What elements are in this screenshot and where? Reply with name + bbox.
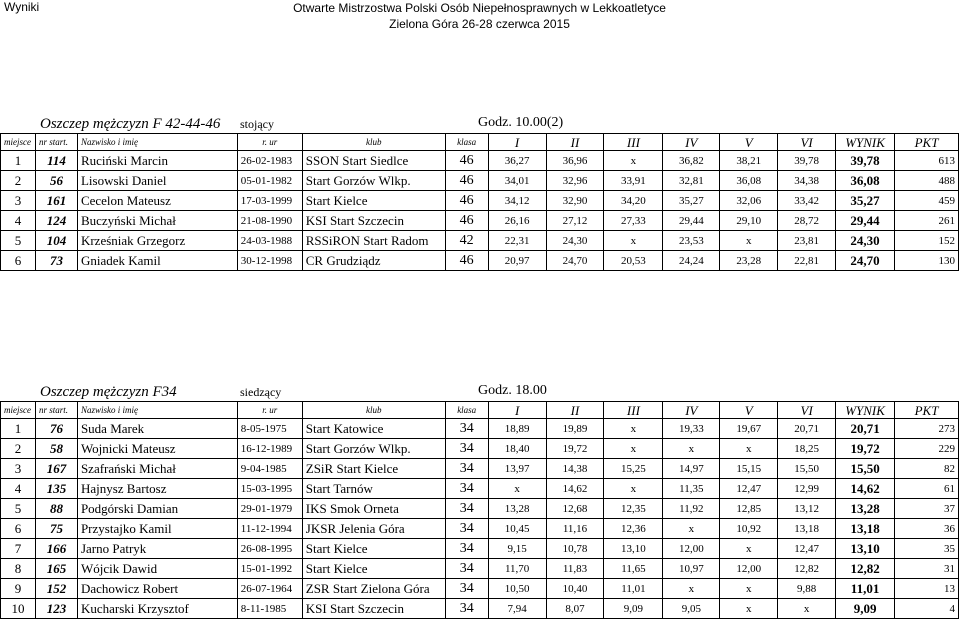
attempt-5-cell: x bbox=[720, 539, 778, 559]
place-cell: 4 bbox=[1, 211, 36, 231]
class-cell: 34 bbox=[445, 499, 488, 519]
result-cell: 14,62 bbox=[836, 479, 895, 499]
table-row bbox=[1, 251, 959, 271]
club-cell: Start Gorzów Wlkp. bbox=[302, 171, 445, 191]
result-cell: 13,18 bbox=[836, 519, 895, 539]
table-row bbox=[1, 211, 959, 231]
points-cell: 31 bbox=[895, 559, 959, 579]
place-cell: 3 bbox=[1, 191, 36, 211]
place-cell: 1 bbox=[1, 151, 36, 171]
club-cell: IKS Smok Orneta bbox=[302, 499, 445, 519]
place-cell: 7 bbox=[1, 539, 36, 559]
attempt-3-cell: x bbox=[604, 419, 663, 439]
club-cell: KSI Start Szczecin bbox=[302, 211, 445, 231]
result-cell: 24,30 bbox=[836, 231, 895, 251]
attempt-6-cell: 39,78 bbox=[778, 151, 836, 171]
name-cell: Szafrański Michał bbox=[77, 459, 237, 479]
attempt-3-cell: x bbox=[604, 479, 663, 499]
attempt-2-cell: 11,16 bbox=[546, 519, 604, 539]
birthdate-cell: 15-03-1995 bbox=[237, 479, 302, 499]
attempt-6-cell: 23,81 bbox=[778, 231, 836, 251]
table-row bbox=[1, 459, 959, 479]
result-cell: 39,78 bbox=[836, 151, 895, 171]
birthdate-cell: 16-12-1989 bbox=[237, 439, 302, 459]
attempt-3-cell: 11,01 bbox=[604, 579, 663, 599]
attempt-1-cell: 11,70 bbox=[488, 559, 546, 579]
bib-cell: 75 bbox=[35, 519, 77, 539]
result-cell: 24,70 bbox=[836, 251, 895, 271]
table-row bbox=[1, 559, 959, 579]
place-cell: 10 bbox=[1, 599, 36, 619]
bib-cell: 76 bbox=[35, 419, 77, 439]
class-cell: 34 bbox=[445, 559, 488, 579]
points-cell: 36 bbox=[895, 519, 959, 539]
points-cell: 613 bbox=[895, 151, 959, 171]
bib-cell: 88 bbox=[35, 499, 77, 519]
bib-cell: 123 bbox=[35, 599, 77, 619]
attempt-2-cell: 36,96 bbox=[546, 151, 604, 171]
birthdate-cell: 29-01-1979 bbox=[237, 499, 302, 519]
points-cell: 130 bbox=[895, 251, 959, 271]
bib-cell: 165 bbox=[35, 559, 77, 579]
bib-cell: 161 bbox=[35, 191, 77, 211]
section1-event: Oszczep mężczyzn F 42-44-46 bbox=[40, 116, 221, 132]
table-row bbox=[1, 419, 959, 439]
place-cell: 2 bbox=[1, 171, 36, 191]
attempt-1-cell: 13,97 bbox=[488, 459, 546, 479]
section1-title bbox=[40, 115, 640, 135]
table-row bbox=[1, 171, 959, 191]
class-cell: 46 bbox=[445, 151, 488, 171]
attempt-2-cell: 10,40 bbox=[546, 579, 604, 599]
bib-cell: 166 bbox=[35, 539, 77, 559]
class-cell: 46 bbox=[445, 191, 488, 211]
name-cell: Ruciński Marcin bbox=[77, 151, 237, 171]
section1-col-header-place: miejsce bbox=[1, 134, 36, 151]
section2-col-header-place: miejsce bbox=[1, 402, 36, 419]
result-cell: 29,44 bbox=[836, 211, 895, 231]
attempt-4-cell: 11,92 bbox=[663, 499, 720, 519]
place-cell: 9 bbox=[1, 579, 36, 599]
attempt-3-cell: 15,25 bbox=[604, 459, 663, 479]
result-cell: 36,08 bbox=[836, 171, 895, 191]
club-cell: JKSR Jelenia Góra bbox=[302, 519, 445, 539]
club-cell: Start Katowice bbox=[302, 419, 445, 439]
attempt-3-cell: 20,53 bbox=[604, 251, 663, 271]
result-cell: 19,72 bbox=[836, 439, 895, 459]
attempt-5-cell: x bbox=[720, 231, 778, 251]
place-cell: 4 bbox=[1, 479, 36, 499]
attempt-2-cell: 27,12 bbox=[546, 211, 604, 231]
club-cell: ZSiR Start Kielce bbox=[302, 459, 445, 479]
attempt-3-cell: 13,10 bbox=[604, 539, 663, 559]
points-cell: 273 bbox=[895, 419, 959, 439]
table-row bbox=[1, 579, 959, 599]
attempt-4-cell: x bbox=[663, 519, 720, 539]
name-cell: Przystajko Kamil bbox=[77, 519, 237, 539]
section2-col-header-attempt-1: I bbox=[488, 402, 546, 419]
class-cell: 34 bbox=[445, 459, 488, 479]
attempt-1-cell: 10,50 bbox=[488, 579, 546, 599]
attempt-1-cell: 18,89 bbox=[488, 419, 546, 439]
attempt-4-cell: 12,00 bbox=[663, 539, 720, 559]
name-cell: Podgórski Damian bbox=[77, 499, 237, 519]
attempt-1-cell: 20,97 bbox=[488, 251, 546, 271]
section2-col-header-attempt-3: III bbox=[604, 402, 663, 419]
class-cell: 46 bbox=[445, 251, 488, 271]
birthdate-cell: 26-02-1983 bbox=[237, 151, 302, 171]
section2-col-header-birthdate: r. ur bbox=[237, 402, 302, 419]
attempt-6-cell: 12,99 bbox=[778, 479, 836, 499]
place-cell: 8 bbox=[1, 559, 36, 579]
section1-col-header-bib: nr start. bbox=[35, 134, 77, 151]
attempt-6-cell: 9,88 bbox=[778, 579, 836, 599]
bib-cell: 124 bbox=[35, 211, 77, 231]
attempt-1-cell: 34,01 bbox=[488, 171, 546, 191]
class-cell: 46 bbox=[445, 211, 488, 231]
section2-col-header-club: klub bbox=[302, 402, 445, 419]
attempt-3-cell: 12,36 bbox=[604, 519, 663, 539]
attempt-5-cell: 12,85 bbox=[720, 499, 778, 519]
attempt-4-cell: 11,35 bbox=[663, 479, 720, 499]
club-cell: RSSiRON Start Radom bbox=[302, 231, 445, 251]
section2-event: Oszczep mężczyzn F34 bbox=[40, 384, 177, 400]
birthdate-cell: 26-08-1995 bbox=[237, 539, 302, 559]
points-cell: 261 bbox=[895, 211, 959, 231]
name-cell: Kucharski Krzysztof bbox=[77, 599, 237, 619]
attempt-4-cell: 32,81 bbox=[663, 171, 720, 191]
attempt-6-cell: x bbox=[778, 599, 836, 619]
class-cell: 42 bbox=[445, 231, 488, 251]
name-cell: Hajnysz Bartosz bbox=[77, 479, 237, 499]
points-cell: 82 bbox=[895, 459, 959, 479]
club-cell: SSON Start Siedlce bbox=[302, 151, 445, 171]
section2-col-header-points: PKT bbox=[895, 402, 959, 419]
attempt-6-cell: 22,81 bbox=[778, 251, 836, 271]
section2-col-header-name: Nazwisko i imię bbox=[77, 402, 237, 419]
result-cell: 12,82 bbox=[836, 559, 895, 579]
attempt-5-cell: x bbox=[720, 579, 778, 599]
attempt-5-cell: 12,00 bbox=[720, 559, 778, 579]
attempt-3-cell: 9,09 bbox=[604, 599, 663, 619]
result-cell: 11,01 bbox=[836, 579, 895, 599]
table-row bbox=[1, 499, 959, 519]
birthdate-cell: 30-12-1998 bbox=[237, 251, 302, 271]
section1-col-header-class: klasa bbox=[445, 134, 488, 151]
section1-col-header-attempt-3: III bbox=[604, 134, 663, 151]
name-cell: Dachowicz Robert bbox=[77, 579, 237, 599]
championship-location-date: Zielona Góra 26-28 czerwca 2015 bbox=[389, 17, 570, 31]
points-cell: 13 bbox=[895, 579, 959, 599]
name-cell: Buczyński Michał bbox=[77, 211, 237, 231]
result-cell: 35,27 bbox=[836, 191, 895, 211]
place-cell: 6 bbox=[1, 519, 36, 539]
section2-col-header-result: WYNIK bbox=[836, 402, 895, 419]
points-cell: 488 bbox=[895, 171, 959, 191]
attempt-6-cell: 33,42 bbox=[778, 191, 836, 211]
points-cell: 459 bbox=[895, 191, 959, 211]
club-cell: Start Kielce bbox=[302, 191, 445, 211]
attempt-2-cell: 8,07 bbox=[546, 599, 604, 619]
attempt-5-cell: 12,47 bbox=[720, 479, 778, 499]
club-cell: Start Gorzów Wlkp. bbox=[302, 439, 445, 459]
attempt-6-cell: 18,25 bbox=[778, 439, 836, 459]
birthdate-cell: 26-07-1964 bbox=[237, 579, 302, 599]
bib-cell: 58 bbox=[35, 439, 77, 459]
name-cell: Jarno Patryk bbox=[77, 539, 237, 559]
table-row bbox=[1, 519, 959, 539]
section1-col-header-attempt-1: I bbox=[488, 134, 546, 151]
name-cell: Lisowski Daniel bbox=[77, 171, 237, 191]
bib-cell: 104 bbox=[35, 231, 77, 251]
class-cell: 34 bbox=[445, 579, 488, 599]
attempt-3-cell: 11,65 bbox=[604, 559, 663, 579]
section2-col-header-attempt-6: VI bbox=[778, 402, 836, 419]
club-cell: Start Kielce bbox=[302, 539, 445, 559]
attempt-4-cell: x bbox=[663, 439, 720, 459]
class-cell: 34 bbox=[445, 519, 488, 539]
birthdate-cell: 15-01-1992 bbox=[237, 559, 302, 579]
place-cell: 2 bbox=[1, 439, 36, 459]
attempt-5-cell: 10,92 bbox=[720, 519, 778, 539]
report-label: Wyniki bbox=[4, 0, 40, 14]
section2-time: Godz. 18.00 bbox=[478, 383, 547, 398]
attempt-2-cell: 12,68 bbox=[546, 499, 604, 519]
bib-cell: 167 bbox=[35, 459, 77, 479]
section2-col-header-attempt-4: IV bbox=[663, 402, 720, 419]
attempt-2-cell: 14,38 bbox=[546, 459, 604, 479]
points-cell: 152 bbox=[895, 231, 959, 251]
section1-header-row bbox=[1, 134, 959, 151]
points-cell: 4 bbox=[895, 599, 959, 619]
table-row bbox=[1, 539, 959, 559]
section1-position: stojący bbox=[240, 117, 274, 131]
section2-title bbox=[40, 383, 640, 403]
attempt-3-cell: x bbox=[604, 439, 663, 459]
attempt-2-cell: 19,72 bbox=[546, 439, 604, 459]
attempt-6-cell: 13,18 bbox=[778, 519, 836, 539]
section1-results-table bbox=[0, 133, 959, 271]
class-cell: 34 bbox=[445, 419, 488, 439]
section2-col-header-class: klasa bbox=[445, 402, 488, 419]
section1-col-header-birthdate: r. ur bbox=[237, 134, 302, 151]
attempt-5-cell: 15,15 bbox=[720, 459, 778, 479]
points-cell: 35 bbox=[895, 539, 959, 559]
attempt-1-cell: x bbox=[488, 479, 546, 499]
attempt-2-cell: 11,83 bbox=[546, 559, 604, 579]
attempt-1-cell: 34,12 bbox=[488, 191, 546, 211]
attempt-4-cell: 29,44 bbox=[663, 211, 720, 231]
attempt-2-cell: 14,62 bbox=[546, 479, 604, 499]
section2-results-table bbox=[0, 401, 959, 619]
attempt-2-cell: 24,30 bbox=[546, 231, 604, 251]
bib-cell: 114 bbox=[35, 151, 77, 171]
class-cell: 34 bbox=[445, 539, 488, 559]
result-cell: 15,50 bbox=[836, 459, 895, 479]
attempt-6-cell: 12,82 bbox=[778, 559, 836, 579]
bib-cell: 56 bbox=[35, 171, 77, 191]
attempt-4-cell: 19,33 bbox=[663, 419, 720, 439]
attempt-5-cell: 29,10 bbox=[720, 211, 778, 231]
attempt-5-cell: 36,08 bbox=[720, 171, 778, 191]
place-cell: 3 bbox=[1, 459, 36, 479]
attempt-6-cell: 34,38 bbox=[778, 171, 836, 191]
attempt-1-cell: 9,15 bbox=[488, 539, 546, 559]
attempt-4-cell: 36,82 bbox=[663, 151, 720, 171]
section1-col-header-club: klub bbox=[302, 134, 445, 151]
name-cell: Gniadek Kamil bbox=[77, 251, 237, 271]
name-cell: Suda Marek bbox=[77, 419, 237, 439]
result-cell: 20,71 bbox=[836, 419, 895, 439]
table-row bbox=[1, 439, 959, 459]
birthdate-cell: 21-08-1990 bbox=[237, 211, 302, 231]
attempt-6-cell: 20,71 bbox=[778, 419, 836, 439]
section1-col-header-attempt-4: IV bbox=[663, 134, 720, 151]
attempt-1-cell: 10,45 bbox=[488, 519, 546, 539]
attempt-2-cell: 19,89 bbox=[546, 419, 604, 439]
name-cell: Wójcik Dawid bbox=[77, 559, 237, 579]
section1-time: Godz. 10.00(2) bbox=[478, 115, 564, 130]
section2-col-header-attempt-5: V bbox=[720, 402, 778, 419]
birthdate-cell: 17-03-1999 bbox=[237, 191, 302, 211]
attempt-4-cell: 35,27 bbox=[663, 191, 720, 211]
birthdate-cell: 24-03-1988 bbox=[237, 231, 302, 251]
attempt-1-cell: 7,94 bbox=[488, 599, 546, 619]
club-cell: KSI Start Szczecin bbox=[302, 599, 445, 619]
points-cell: 61 bbox=[895, 479, 959, 499]
result-cell: 9,09 bbox=[836, 599, 895, 619]
section1-col-header-attempt-2: II bbox=[546, 134, 604, 151]
section2-col-header-attempt-2: II bbox=[546, 402, 604, 419]
name-cell: Krześniak Grzegorz bbox=[77, 231, 237, 251]
place-cell: 5 bbox=[1, 231, 36, 251]
section2-header-row bbox=[1, 402, 959, 419]
attempt-5-cell: x bbox=[720, 599, 778, 619]
attempt-1-cell: 26,16 bbox=[488, 211, 546, 231]
birthdate-cell: 8-05-1975 bbox=[237, 419, 302, 439]
attempt-2-cell: 32,96 bbox=[546, 171, 604, 191]
points-cell: 37 bbox=[895, 499, 959, 519]
section2-col-header-bib: nr start. bbox=[35, 402, 77, 419]
attempt-2-cell: 24,70 bbox=[546, 251, 604, 271]
attempt-2-cell: 10,78 bbox=[546, 539, 604, 559]
attempt-2-cell: 32,90 bbox=[546, 191, 604, 211]
name-cell: Wojnicki Mateusz bbox=[77, 439, 237, 459]
class-cell: 34 bbox=[445, 479, 488, 499]
attempt-5-cell: 19,67 bbox=[720, 419, 778, 439]
section1-col-header-attempt-6: VI bbox=[778, 134, 836, 151]
attempt-4-cell: x bbox=[663, 579, 720, 599]
attempt-5-cell: 32,06 bbox=[720, 191, 778, 211]
attempt-3-cell: x bbox=[604, 151, 663, 171]
club-cell: Start Kielce bbox=[302, 559, 445, 579]
table-row bbox=[1, 151, 959, 171]
attempt-3-cell: 34,20 bbox=[604, 191, 663, 211]
name-cell: Cecelon Mateusz bbox=[77, 191, 237, 211]
attempt-4-cell: 9,05 bbox=[663, 599, 720, 619]
championship-title: Otwarte Mistrzostwa Polski Osób Niepełnosprawnych w Lekkoatletyce bbox=[293, 1, 666, 15]
section1-col-header-attempt-5: V bbox=[720, 134, 778, 151]
club-cell: ZSR Start Zielona Góra bbox=[302, 579, 445, 599]
attempt-3-cell: 12,35 bbox=[604, 499, 663, 519]
attempt-4-cell: 23,53 bbox=[663, 231, 720, 251]
birthdate-cell: 11-12-1994 bbox=[237, 519, 302, 539]
club-cell: CR Grudziądz bbox=[302, 251, 445, 271]
section1-col-header-points: PKT bbox=[895, 134, 959, 151]
bib-cell: 135 bbox=[35, 479, 77, 499]
class-cell: 34 bbox=[445, 599, 488, 619]
attempt-6-cell: 28,72 bbox=[778, 211, 836, 231]
class-cell: 34 bbox=[445, 439, 488, 459]
attempt-4-cell: 24,24 bbox=[663, 251, 720, 271]
section1-col-header-result: WYNIK bbox=[836, 134, 895, 151]
class-cell: 46 bbox=[445, 171, 488, 191]
attempt-4-cell: 10,97 bbox=[663, 559, 720, 579]
attempt-5-cell: 23,28 bbox=[720, 251, 778, 271]
attempt-3-cell: 27,33 bbox=[604, 211, 663, 231]
place-cell: 1 bbox=[1, 419, 36, 439]
result-cell: 13,10 bbox=[836, 539, 895, 559]
table-row bbox=[1, 479, 959, 499]
attempt-3-cell: x bbox=[604, 231, 663, 251]
attempt-3-cell: 33,91 bbox=[604, 171, 663, 191]
section1-col-header-name: Nazwisko i imię bbox=[77, 134, 237, 151]
attempt-1-cell: 36,27 bbox=[488, 151, 546, 171]
attempt-1-cell: 13,28 bbox=[488, 499, 546, 519]
attempt-6-cell: 15,50 bbox=[778, 459, 836, 479]
bib-cell: 73 bbox=[35, 251, 77, 271]
points-cell: 229 bbox=[895, 439, 959, 459]
attempt-5-cell: x bbox=[720, 439, 778, 459]
attempt-1-cell: 22,31 bbox=[488, 231, 546, 251]
place-cell: 5 bbox=[1, 499, 36, 519]
attempt-6-cell: 12,47 bbox=[778, 539, 836, 559]
attempt-1-cell: 18,40 bbox=[488, 439, 546, 459]
place-cell: 6 bbox=[1, 251, 36, 271]
club-cell: Start Tarnów bbox=[302, 479, 445, 499]
result-cell: 13,28 bbox=[836, 499, 895, 519]
birthdate-cell: 9-04-1985 bbox=[237, 459, 302, 479]
event-header bbox=[0, 0, 959, 32]
attempt-6-cell: 13,12 bbox=[778, 499, 836, 519]
attempt-5-cell: 38,21 bbox=[720, 151, 778, 171]
attempt-4-cell: 14,97 bbox=[663, 459, 720, 479]
birthdate-cell: 05-01-1982 bbox=[237, 171, 302, 191]
table-row bbox=[1, 231, 959, 251]
section2-position: siedzący bbox=[240, 385, 282, 399]
table-row bbox=[1, 191, 959, 211]
birthdate-cell: 8-11-1985 bbox=[237, 599, 302, 619]
bib-cell: 152 bbox=[35, 579, 77, 599]
